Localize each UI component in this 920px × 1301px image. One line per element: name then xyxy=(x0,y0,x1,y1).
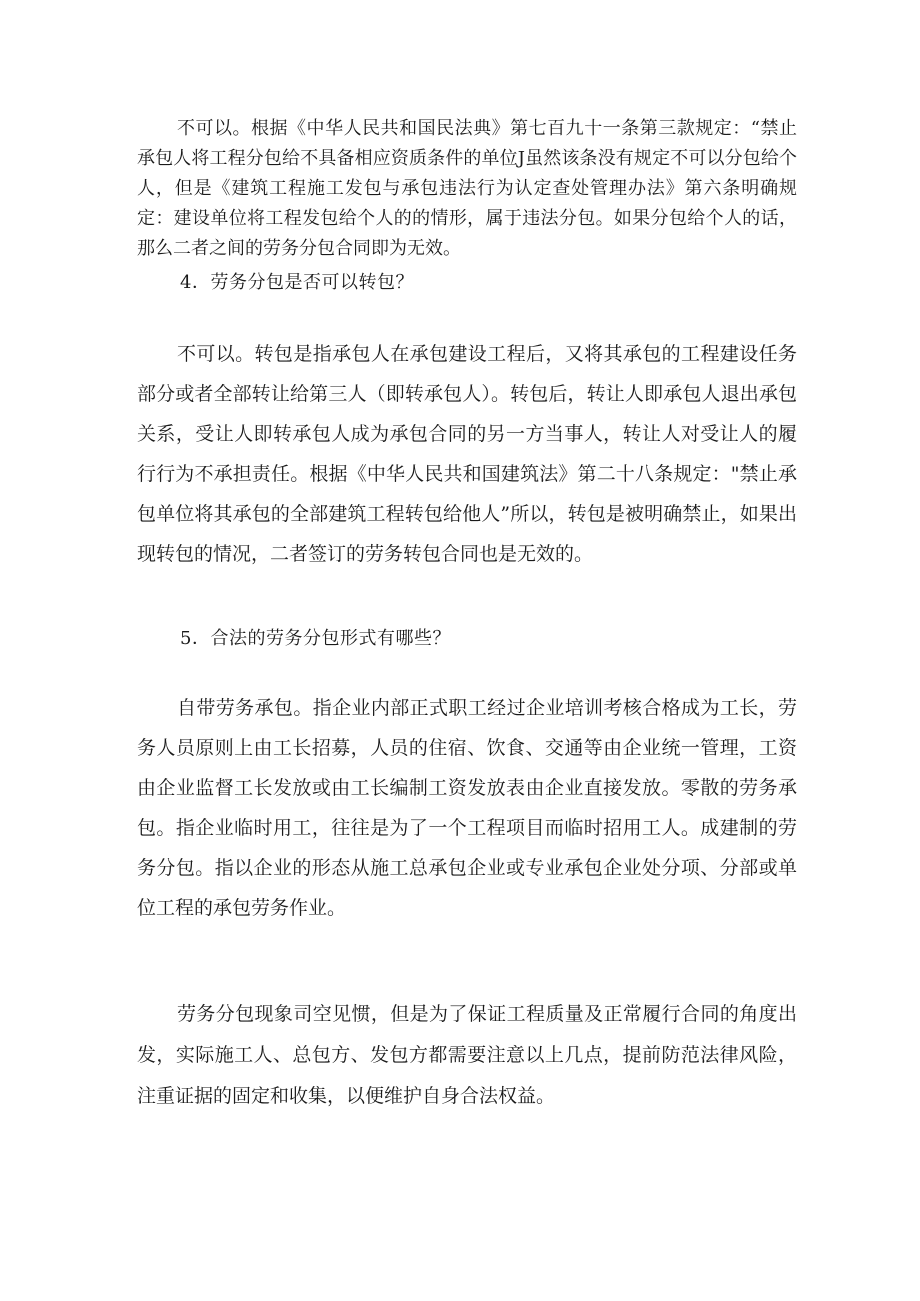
paragraph-transfer-contract: 不可以。转包是指承包人在承包建设工程后，又将其承包的工程建设任务部分或者全部转让给第三人（即转承包人）。转包后，转让人即承包人退出承包关系，受让人即转承包人成为承包合同的另一方当事人，转让人对受让人的履行行为不承担责任。根据《中华人民共和国建筑法》第二十八条规定："禁止承包单位将其承包的全部建筑工程转包给他人”所以，转包是被明确禁止，如果出现转包的情况，二者签订的劳务转包合同也是无效的。 xyxy=(137,343,797,565)
heading-question-5: 5．合法的劳务分包形式有哪些？ xyxy=(180,628,451,649)
paragraph-subcontract-to-individual: 不可以。根据《中华人民共和国民法典》第七百九十一条第三款规定：“禁止承包人将工程分包给不具备相应资质条件的单位J虽然该条没有规定不可以分包给个人，但是《建筑工程施工发包与承包违法行为认定查处管理办法》第六条明确规定：建设单位将工程发包给个人的的情形，属于违法分包。如果分包给个人的话，那么二者之间的劳务分包合同即为无效。 xyxy=(137,118,797,259)
paragraph-conclusion: 劳务分包现象司空见惯，但是为了保证工程质量及正常履行合同的角度出发，实际施工人、总包方、发包方都需要注意以上几点，提前防范法律风险，注重证据的固定和收集，以便维护自身合法权益。 xyxy=(137,1003,797,1107)
paragraph-legal-forms: 自带劳务承包。指企业内部正式职工经过企业培训考核合格成为工长，劳务人员原则上由工长招募，人员的住宿、饮食、交通等由企业统一管理，工资由企业监督工长发放或由工长编制工资发放表由企业直接发放。零散的劳务承包。指企业临时用工，往往是为了一个工程项目而临时招用工人。成建制的劳务分包。指以企业的形态从施工总承包企业或专业承包企业处分项、分部或单位工程的承包劳务作业。 xyxy=(137,697,797,919)
heading-question-4: 4．劳务分包是否可以转包？ xyxy=(180,272,414,293)
